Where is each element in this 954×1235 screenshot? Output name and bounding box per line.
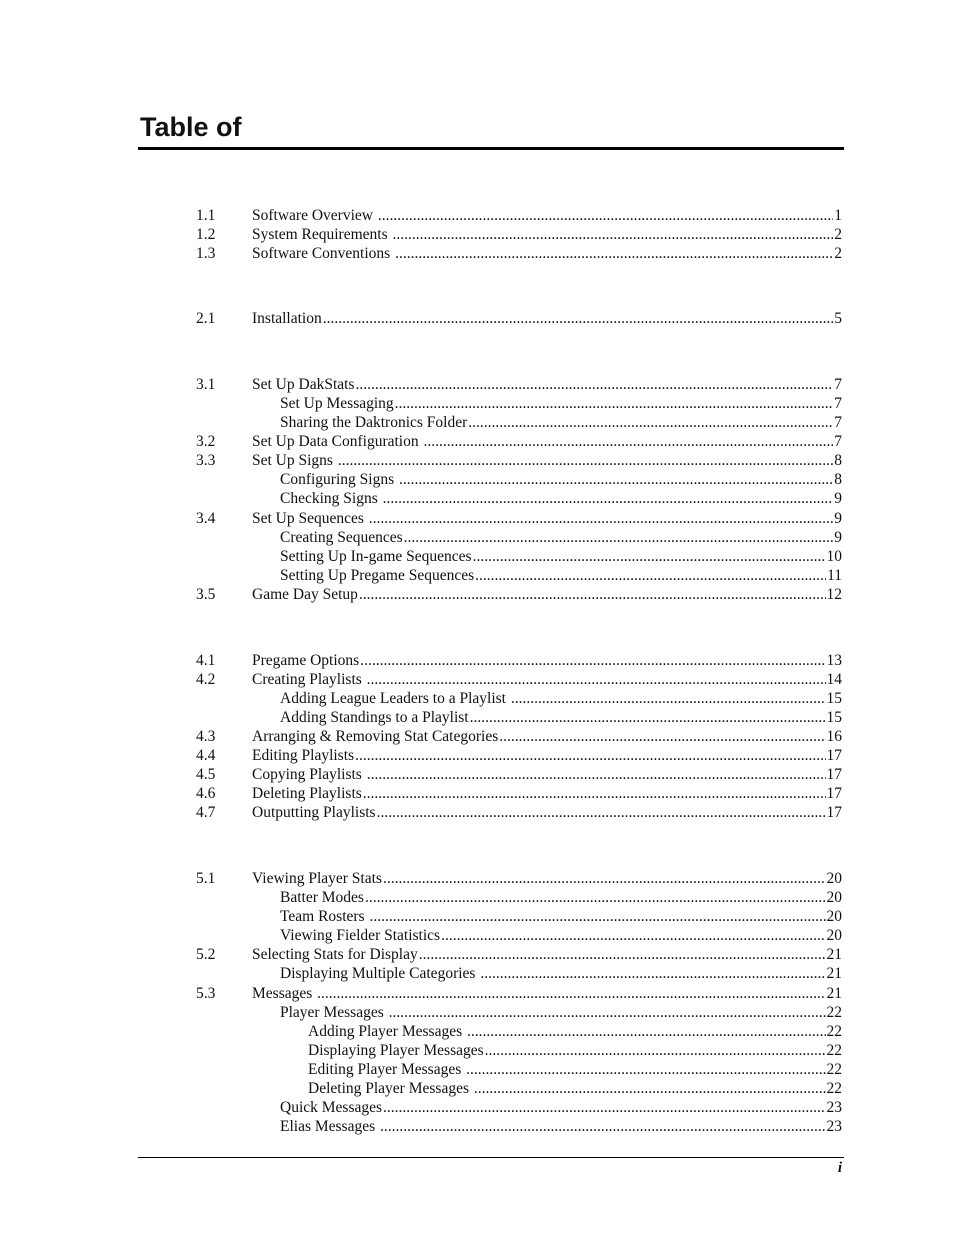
toc-entry[interactable] xyxy=(0,1079,954,1098)
toc-entry[interactable] xyxy=(0,375,954,394)
toc-entry[interactable] xyxy=(0,670,954,689)
dot-leader xyxy=(399,470,833,489)
page-reference: 12 xyxy=(826,586,842,603)
dot-leader xyxy=(395,394,834,413)
entry-title: Selecting Stats for Display xyxy=(252,946,418,963)
toc-entry[interactable] xyxy=(0,413,954,432)
section-number: 5.3 xyxy=(196,985,216,1002)
entry-title: Viewing Fielder Statistics xyxy=(280,927,441,944)
dot-leader xyxy=(480,964,825,983)
page-reference: 15 xyxy=(826,690,842,707)
page-reference: 21 xyxy=(826,965,842,982)
dot-leader xyxy=(473,547,826,566)
entry-title: Displaying Multiple Categories xyxy=(280,965,480,982)
page-reference: 13 xyxy=(826,652,842,669)
toc-entry[interactable] xyxy=(0,945,954,964)
page-reference: 22 xyxy=(826,1080,842,1097)
toc-entry[interactable] xyxy=(0,394,954,413)
dot-leader xyxy=(355,375,833,394)
toc-entry[interactable] xyxy=(0,225,954,244)
toc-entry[interactable] xyxy=(0,432,954,451)
dot-leader xyxy=(470,708,826,727)
entry-title: Outputting Playlists xyxy=(252,804,376,821)
section-number: 4.7 xyxy=(196,804,216,821)
toc-entry[interactable] xyxy=(0,206,954,225)
page-reference: 20 xyxy=(826,889,842,906)
toc-entry[interactable] xyxy=(0,509,954,528)
dot-leader xyxy=(380,1117,825,1136)
toc-entry[interactable] xyxy=(0,765,954,784)
entry-title: Setting Up Pregame Sequences xyxy=(280,567,475,584)
toc-entry[interactable] xyxy=(0,803,954,822)
page-reference: 17 xyxy=(826,785,842,802)
toc-entry[interactable] xyxy=(0,470,954,489)
page-reference: 2 xyxy=(834,226,842,243)
dot-leader xyxy=(474,1079,826,1098)
dot-leader xyxy=(369,509,833,528)
toc-entry[interactable] xyxy=(0,1022,954,1041)
page-reference: 21 xyxy=(826,985,842,1002)
dot-leader xyxy=(383,489,834,508)
dot-leader xyxy=(359,585,826,604)
toc-entry[interactable] xyxy=(0,784,954,803)
toc-entry[interactable] xyxy=(0,528,954,547)
entry-title: Creating Playlists xyxy=(252,671,366,688)
dot-leader xyxy=(468,413,833,432)
entry-title: Quick Messages xyxy=(280,1099,383,1116)
toc-entry[interactable] xyxy=(0,309,954,328)
entry-title: Elias Messages xyxy=(280,1118,380,1135)
dot-leader xyxy=(404,528,834,547)
dot-leader xyxy=(360,651,825,670)
section-number: 3.5 xyxy=(196,586,216,603)
entry-title: System Requirements xyxy=(252,226,392,243)
section-number: 1.2 xyxy=(196,226,216,243)
page-reference: 23 xyxy=(826,1099,842,1116)
toc-entry[interactable] xyxy=(0,566,954,585)
entry-title: Deleting Player Messages xyxy=(308,1080,473,1097)
dot-leader xyxy=(499,727,825,746)
page-reference: 16 xyxy=(826,728,842,745)
entry-title: Installation xyxy=(252,310,322,327)
section-number: 1.3 xyxy=(196,245,216,262)
dot-leader xyxy=(383,869,826,888)
dot-leader xyxy=(323,309,834,328)
dot-leader xyxy=(369,907,825,926)
toc-entry[interactable] xyxy=(0,1117,954,1136)
dot-leader xyxy=(466,1060,825,1079)
section-number: 4.1 xyxy=(196,652,216,669)
dot-leader xyxy=(355,746,825,765)
entry-title: Team Rosters xyxy=(280,908,369,925)
section-number: 4.6 xyxy=(196,785,216,802)
entry-title: Software Overview xyxy=(252,207,377,224)
section-number: 1.1 xyxy=(196,207,216,224)
section-number: 3.1 xyxy=(196,376,216,393)
toc-entry[interactable] xyxy=(0,244,954,263)
page-reference: 9 xyxy=(834,490,842,507)
page-reference: 21 xyxy=(826,946,842,963)
toc-entry[interactable] xyxy=(0,689,954,708)
section-number: 3.4 xyxy=(196,510,216,527)
page-title: Table of xyxy=(140,112,242,142)
toc-entry[interactable] xyxy=(0,1098,954,1117)
dot-leader xyxy=(365,888,826,907)
dot-leader xyxy=(317,984,825,1003)
toc-entry[interactable] xyxy=(0,451,954,470)
page-number: i xyxy=(837,1160,842,1176)
page-reference: 22 xyxy=(826,1061,842,1078)
dot-leader xyxy=(378,206,833,225)
entry-title: Setting Up In-game Sequences xyxy=(280,548,472,565)
dot-leader xyxy=(383,1098,825,1117)
toc-entry[interactable] xyxy=(0,585,954,604)
page-reference: 11 xyxy=(827,567,842,584)
dot-leader xyxy=(367,670,826,689)
entry-title: Set Up Signs xyxy=(252,452,337,469)
entry-title: Set Up Sequences xyxy=(252,510,368,527)
entry-title: Viewing Player Stats xyxy=(252,870,382,887)
toc-entry[interactable] xyxy=(0,869,954,888)
toc-entry[interactable] xyxy=(0,708,954,727)
entry-title: Adding League Leaders to a Playlist xyxy=(280,690,510,707)
page-reference: 10 xyxy=(826,548,842,565)
entry-title: Batter Modes xyxy=(280,889,364,906)
dot-leader xyxy=(467,1022,826,1041)
entry-title: Set Up Messaging xyxy=(280,395,394,412)
entry-title: Sharing the Daktronics Folder xyxy=(280,414,468,431)
entry-title: Player Messages xyxy=(280,1004,388,1021)
dot-leader xyxy=(363,784,826,803)
dot-leader xyxy=(338,451,833,470)
dot-leader xyxy=(377,803,826,822)
title-rule xyxy=(138,147,844,150)
page-reference: 8 xyxy=(834,452,842,469)
dot-leader xyxy=(441,926,825,945)
entry-title: Deleting Playlists xyxy=(252,785,362,802)
section-number: 4.4 xyxy=(196,747,216,764)
entry-title: Adding Player Messages xyxy=(308,1023,466,1040)
page-reference: 22 xyxy=(826,1042,842,1059)
toc-entry[interactable] xyxy=(0,1003,954,1022)
toc-entry[interactable] xyxy=(0,746,954,765)
page-reference: 22 xyxy=(826,1004,842,1021)
dot-leader xyxy=(395,244,833,263)
page-reference: 7 xyxy=(834,433,842,450)
page-reference: 14 xyxy=(826,671,842,688)
entry-title: Messages xyxy=(252,985,317,1002)
toc-entry[interactable] xyxy=(0,651,954,670)
section-number: 4.5 xyxy=(196,766,216,783)
page-reference: 1 xyxy=(834,207,842,224)
entry-title: Editing Player Messages xyxy=(308,1061,466,1078)
toc-entry[interactable] xyxy=(0,888,954,907)
page-reference: 20 xyxy=(826,927,842,944)
toc-entry[interactable] xyxy=(0,489,954,508)
entry-title: Arranging & Removing Stat Categories xyxy=(252,728,499,745)
page-reference: 17 xyxy=(826,766,842,783)
toc-entry[interactable] xyxy=(0,547,954,566)
footer-rule xyxy=(138,1157,844,1158)
dot-leader xyxy=(419,945,826,964)
entry-title: Set Up Data Configuration xyxy=(252,433,423,450)
section-number: 2.1 xyxy=(196,310,216,327)
entry-title: Pregame Options xyxy=(252,652,360,669)
dot-leader xyxy=(423,432,833,451)
dot-leader xyxy=(485,1041,826,1060)
section-number: 3.2 xyxy=(196,433,216,450)
page-reference: 9 xyxy=(834,510,842,527)
section-number: 5.2 xyxy=(196,946,216,963)
page-reference: 7 xyxy=(834,376,842,393)
dot-leader xyxy=(393,225,834,244)
entry-title: Creating Sequences xyxy=(280,529,403,546)
page-reference: 2 xyxy=(834,245,842,262)
section-number: 4.2 xyxy=(196,671,216,688)
entry-title: Copying Playlists xyxy=(252,766,366,783)
dot-leader xyxy=(511,689,826,708)
toc-entry[interactable] xyxy=(0,926,954,945)
toc-entry[interactable] xyxy=(0,964,954,983)
page-reference: 15 xyxy=(826,709,842,726)
entry-title: Checking Signs xyxy=(280,490,382,507)
page-reference: 20 xyxy=(826,908,842,925)
section-number: 3.3 xyxy=(196,452,216,469)
dot-leader xyxy=(475,566,826,585)
page-reference: 7 xyxy=(834,414,842,431)
entry-title: Configuring Signs xyxy=(280,471,398,488)
toc-entry[interactable] xyxy=(0,907,954,926)
dot-leader xyxy=(389,1003,826,1022)
toc-entry[interactable] xyxy=(0,727,954,746)
entry-title: Game Day Setup xyxy=(252,586,358,603)
toc-entry[interactable] xyxy=(0,1041,954,1060)
toc-entry[interactable] xyxy=(0,984,954,1003)
entry-title: Adding Standings to a Playlist xyxy=(280,709,469,726)
section-number: 5.1 xyxy=(196,870,216,887)
toc-entry[interactable] xyxy=(0,1060,954,1079)
page-reference: 5 xyxy=(834,310,842,327)
page-reference: 8 xyxy=(834,471,842,488)
entry-title: Set Up DakStats xyxy=(252,376,355,393)
section-number: 4.3 xyxy=(196,728,216,745)
entry-title: Editing Playlists xyxy=(252,747,355,764)
dot-leader xyxy=(367,765,826,784)
entry-title: Software Conventions xyxy=(252,245,395,262)
entry-title: Displaying Player Messages xyxy=(308,1042,484,1059)
page-reference: 7 xyxy=(834,395,842,412)
page-reference: 9 xyxy=(834,529,842,546)
page-reference: 22 xyxy=(826,1023,842,1040)
page-reference: 17 xyxy=(826,747,842,764)
page-reference: 17 xyxy=(826,804,842,821)
page-reference: 23 xyxy=(826,1118,842,1135)
page-reference: 20 xyxy=(826,870,842,887)
